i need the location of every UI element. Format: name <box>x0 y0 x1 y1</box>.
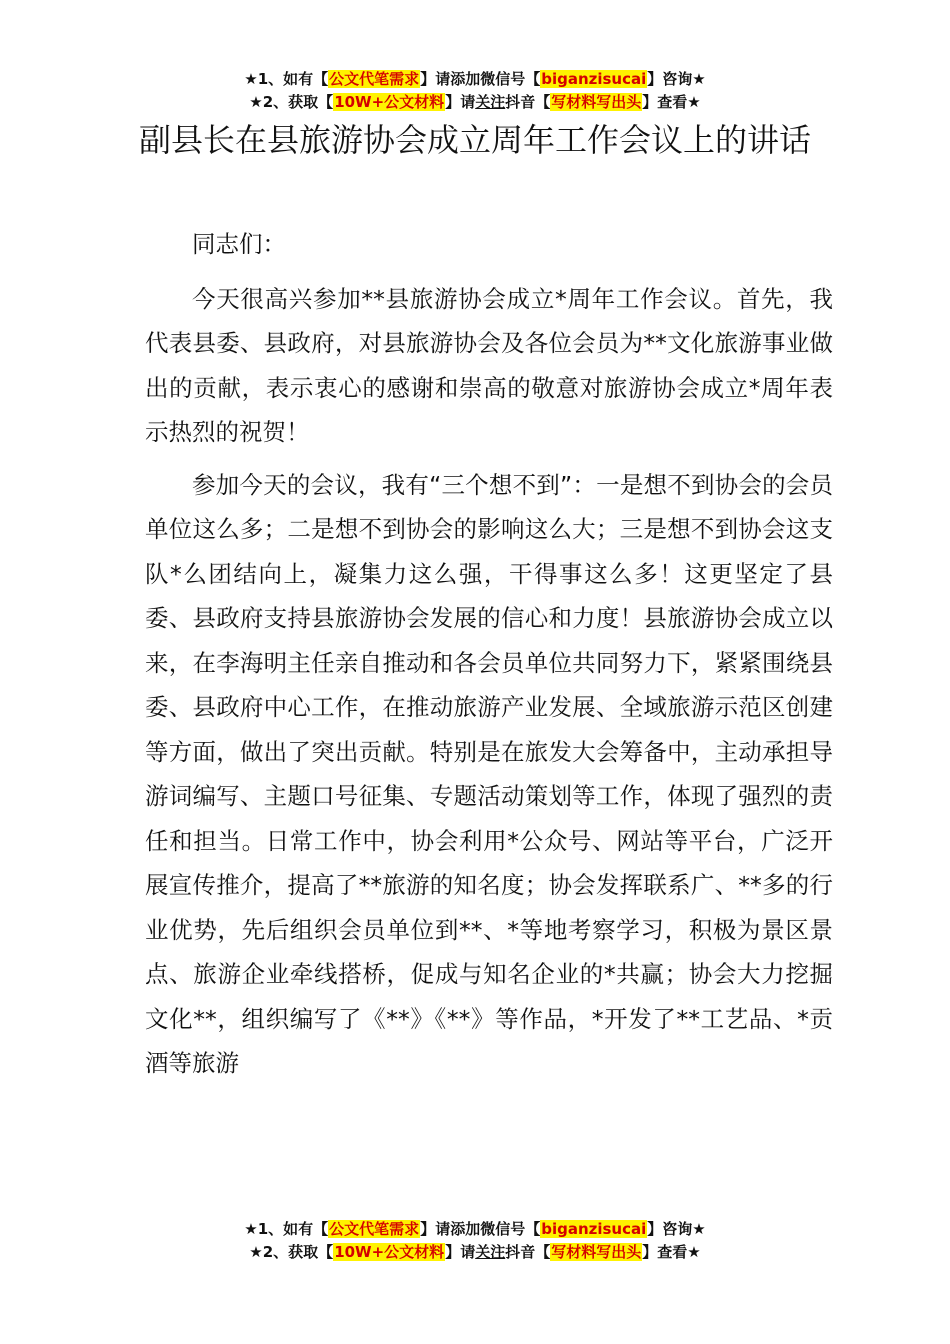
salutation: 同志们： <box>192 230 286 258</box>
underlined-follow: 关注 <box>475 93 506 111</box>
highlight-wechat-id: biganzisucai <box>541 70 647 88</box>
banner-line-2 <box>0 1241 950 1264</box>
underlined-follow: 关注 <box>475 1243 506 1261</box>
banner-line-2 <box>0 91 950 114</box>
document-title: 副县长在县旅游协会成立周年工作会议上的讲话 <box>138 121 811 159</box>
banner-text: 抖音【 <box>505 1243 551 1261</box>
banner-text: 】咨询★ <box>647 1220 706 1238</box>
banner-text: 】请 <box>445 93 476 111</box>
paragraph: 参加今天的会议，我有“三个想不到”：一是想不到协会的会员单位这么多；二是想不到协会的影响这么大；三是想不到协会这支队*么团结向上，凝集力这么强，干得事这么多！这更坚定了县委、县政府支持县旅游协会发展的信心和力度！县旅游协会成立以来，在李海明主任亲自推动和各会员单位共同努力下，紧紧围绕县委、县政府中心工作，在推动旅游产业发展、全域旅游示范区创建等方面，做出了突出贡献。特别是在旅发大会筹备中，主动承担导游词编写、主题口号征集、专题活动策划等工作，体现了强烈的责任和担当。日常工作中，协会利用*公众号、网站等平台，广泛开展宣传推介，提高了**旅游的知名度；协会发挥联系广、**多的行业优势，先后组织会员单位到**、*等地考察学习，积极为景区景点、旅游企业牵线搭桥，促成与知名企业的*共赢；协会大力挖掘文化**，组织编写了《**》《**》等作品，*开发了**工艺品、*贡酒等旅游 <box>145 470 833 1077</box>
highlight-service: 公文代笔需求 <box>329 1220 420 1238</box>
banner-text: 】咨询★ <box>647 70 706 88</box>
banner-text: 】请 <box>445 1243 476 1261</box>
banner-text: 】请添加微信号【 <box>420 70 541 88</box>
highlight-wechat-id: biganzisucai <box>541 1220 647 1238</box>
highlight-service: 公文代笔需求 <box>329 70 420 88</box>
highlight-materials: 10W+公文材料 <box>334 93 445 111</box>
banner-text: ★1、如有【 <box>244 1220 329 1238</box>
banner-text: ★1、如有【 <box>244 70 329 88</box>
banner-text: 】查看★ <box>642 1243 701 1261</box>
banner-text: ★2、获取【 <box>249 93 334 111</box>
banner-text: 】查看★ <box>642 93 701 111</box>
highlight-douyin: 写材料写出头 <box>551 1243 642 1261</box>
banner-line-1 <box>0 68 950 91</box>
header-banner <box>0 68 950 114</box>
banner-line-1 <box>0 1218 950 1241</box>
banner-text: 】请添加微信号【 <box>420 1220 541 1238</box>
banner-text: 抖音【 <box>505 93 551 111</box>
highlight-douyin: 写材料写出头 <box>551 93 642 111</box>
footer-banner <box>0 1218 950 1264</box>
highlight-materials: 10W+公文材料 <box>334 1243 445 1261</box>
paragraph: 今天很高兴参加**县旅游协会成立*周年工作会议。首先，我代表县委、县政府，对县旅游协会及各位会员为**文化旅游事业做出的贡献，表示衷心的感谢和崇高的敬意对旅游协会成立*周年表示热烈的祝贺！ <box>145 284 833 446</box>
document-body <box>145 222 833 1086</box>
banner-text: ★2、获取【 <box>249 1243 334 1261</box>
